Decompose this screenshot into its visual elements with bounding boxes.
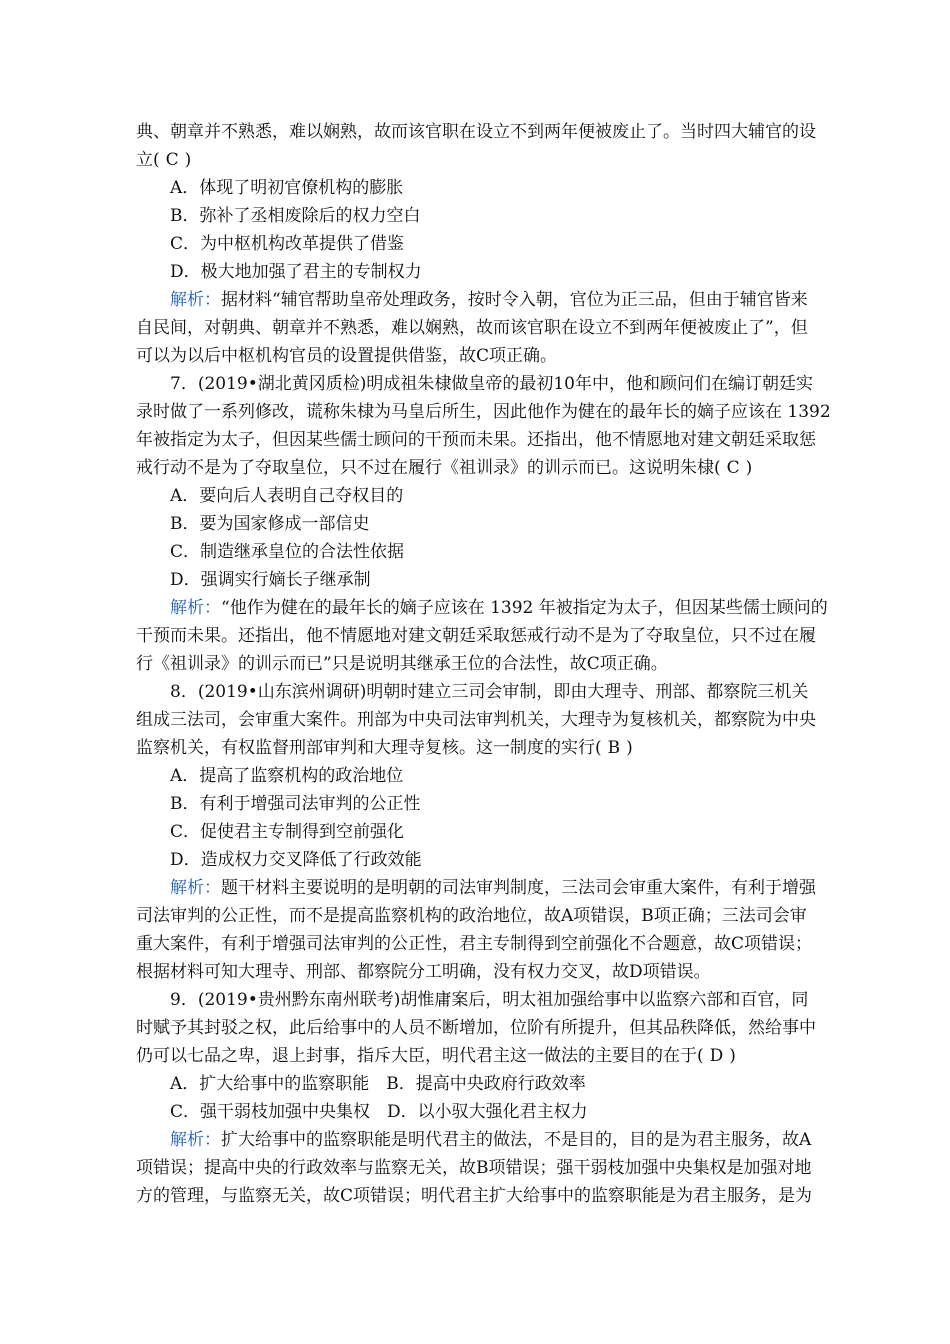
q6-option-d: D．极大地加强了君主的专制权力 xyxy=(170,262,422,282)
q6-stem-text: 立( xyxy=(136,150,160,170)
q6-analysis-line xyxy=(170,286,808,314)
q7-option-d: D．强调实行嫡长子继承制 xyxy=(170,570,371,590)
q8-stem-close: ) xyxy=(626,738,633,758)
q9-analysis-line: 方的管理，与监察无关，故C项错误；明代君主扩大给事中的监察职能是为君主服务，是为 xyxy=(136,1186,813,1206)
q6-analysis-line: 可以为以后中枢机构官员的设置提供借鉴，故C项正确。 xyxy=(136,346,558,366)
q9-stem-text: 仍可以七品之卑，退上封事，指斥大臣，明代君主这一做法的主要目的在于( xyxy=(136,1046,704,1066)
q9-analysis-text: 扩大给事中的监察职能是明代君主的做法，不是目的，目的是为君主服务，故A xyxy=(221,1130,812,1150)
q7-stem-last-line xyxy=(136,454,752,482)
q7-answer: C xyxy=(726,458,740,478)
q9-analysis-line xyxy=(170,1126,811,1154)
q9-stem-close: ) xyxy=(729,1046,736,1066)
q8-stem-line: 组成三法司，会审重大案件。刑部为中央司法审判机关，大理寺为复核机关，都察院为中央 xyxy=(136,710,816,730)
q7-analysis-line xyxy=(170,594,828,622)
q7-stem-text: 戒行动不是为了夺取皇位，只不过在履行《祖训录》的训示而已。这说明朱棣( xyxy=(136,458,721,478)
q7-analysis-line: 干预而未果。还指出，他不情愿地对建文朝廷采取惩戒行动不是为了夺取皇位，只不过在履 xyxy=(136,626,816,646)
q9-option-row: A．扩大给事中的监察职能 B．提高中央政府行政效率 xyxy=(170,1074,586,1094)
q8-stem-line: 8．(2019•山东滨州调研)明朝时建立三司会审制，即由大理寺、刑部、都察院三机关 xyxy=(170,682,809,702)
analysis-label: 解析： xyxy=(170,1130,221,1150)
q6-stem-line: 典、朝章并不熟悉，难以娴熟，故而该官职在设立不到两年便被废止了。当时四大辅官的设 xyxy=(136,122,816,142)
q8-analysis-line xyxy=(170,874,816,902)
analysis-label: 解析： xyxy=(170,598,221,618)
q6-analysis-text: 据材料“辅官帮助皇帝处理政务，按时令入朝，官位为正三品，但由于辅官皆来 xyxy=(221,290,808,310)
q6-option-a: A．体现了明初官僚机构的膨胀 xyxy=(170,178,404,198)
q9-stem-line: 9．(2019•贵州黔东南州联考)胡惟庸案后，明太祖加强给事中以监察六部和百官，同 xyxy=(170,990,809,1010)
q8-analysis-text: 题干材料主要说明的是明朝的司法审判制度，三法司会审重大案件，有利于增强 xyxy=(221,878,816,898)
q6-analysis-line: 自民间，对朝典、朝章并不熟悉，难以娴熟，故而该官职在设立不到两年便被废止了”，但 xyxy=(136,318,808,338)
q8-option-d: D．造成权力交叉降低了行政效能 xyxy=(170,850,422,870)
q9-analysis-line: 项错误；提高中央的行政效率与监察无关，故B项错误；强干弱枝加强中央集权是加强对地 xyxy=(136,1158,812,1178)
analysis-label: 解析： xyxy=(170,290,221,310)
q7-option-a: A．要向后人表明自己夺权目的 xyxy=(170,486,404,506)
q6-stem-last-line xyxy=(136,146,191,174)
q7-stem-close: ) xyxy=(745,458,753,478)
q7-stem-line: 7．(2019•湖北黄冈质检)明成祖朱棣做皇帝的最初10年中，他和顾问们在编订朝廷实 xyxy=(170,374,814,394)
q8-answer: B xyxy=(607,738,621,758)
q7-stem-line: 年被指定为太子，但因某些儒士顾问的干预而未果。还指出，他不情愿地对建文朝廷采取惩 xyxy=(136,430,816,450)
q7-analysis-line: 行《祖训录》的训示而已”只是说明其继承王位的合法性，故C项正确。 xyxy=(136,654,668,674)
q7-option-c: C．制造继承皇位的合法性依据 xyxy=(170,542,405,562)
q8-option-b: B．有利于增强司法审判的公正性 xyxy=(170,794,421,814)
q6-option-b: B．弥补了丞相废除后的权力空白 xyxy=(170,206,421,226)
q7-stem-line: 录时做了一系列修改，谎称朱棣为马皇后所生，因此他作为健在的最年长的嫡子应该在 1392 xyxy=(136,402,831,422)
q9-stem-line: 时赋予其封驳之权，此后给事中的人员不断增加，位阶有所提升，但其品秩降低，然给事中 xyxy=(136,1018,816,1038)
q7-analysis-text: “他作为健在的最年长的嫡子应该在 1392 年被指定为太子，但因某些儒士顾问的 xyxy=(221,598,828,618)
q9-answer: D xyxy=(709,1046,724,1066)
q9-option-row: C．强干弱枝加强中央集权 D．以小驭大强化君主权力 xyxy=(170,1102,588,1122)
q8-option-c: C．促使君主专制得到空前强化 xyxy=(170,822,405,842)
q8-analysis-line: 根据材料可知大理寺、刑部、都察院分工明确，没有权力交叉，故D项错误。 xyxy=(136,962,711,982)
q8-stem-last-line xyxy=(136,734,633,762)
q9-stem-last-line xyxy=(136,1042,736,1070)
q8-analysis-line: 司法审判的公正性，而不是提高监察机构的政治地位，故A项错误，B项正确；三法司会审 xyxy=(136,906,807,926)
q8-option-a: A．提高了监察机构的政治地位 xyxy=(170,766,404,786)
q8-analysis-line: 重大案件，有利于增强司法审判的公正性，君主专制得到空前强化不合题意，故C项错误； xyxy=(136,934,813,954)
q6-answer: C xyxy=(165,150,179,170)
analysis-label: 解析： xyxy=(170,878,221,898)
q7-option-b: B．要为国家修成一部信史 xyxy=(170,514,370,534)
q8-stem-text: 监察机关，有权监督刑部审判和大理寺复核。这一制度的实行( xyxy=(136,738,602,758)
q6-option-c: C．为中枢机构改革提供了借鉴 xyxy=(170,234,405,254)
q6-stem-close: ) xyxy=(184,150,192,170)
